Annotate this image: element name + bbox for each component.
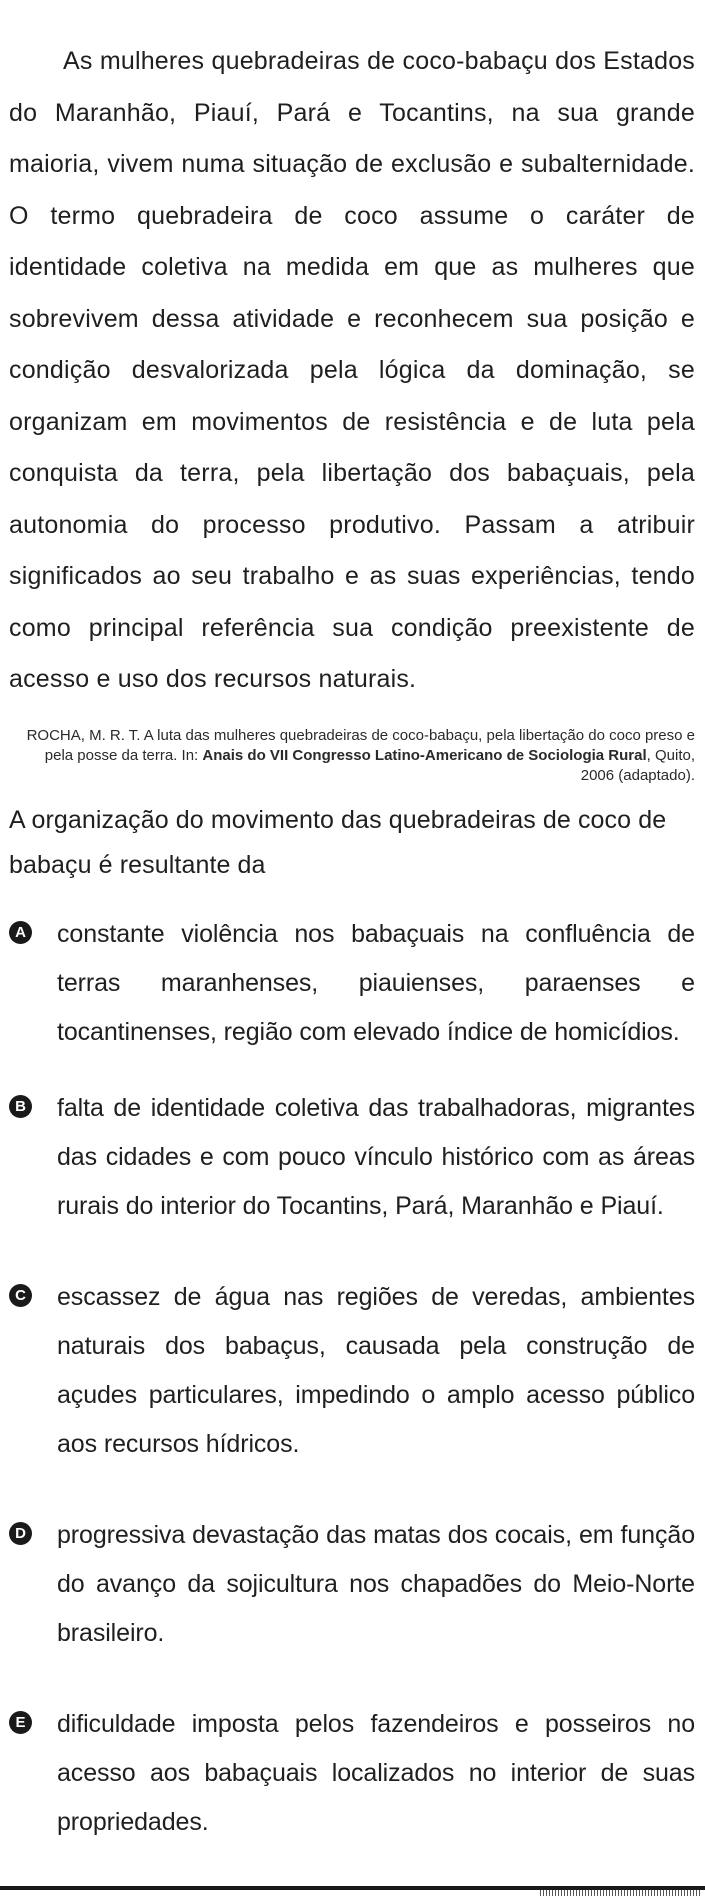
citation bbox=[9, 726, 695, 786]
option-c-text: escassez de água nas regiões de veredas, ambientes naturais dos babaçus, causada pela construção de açudes particulares, impedindo o amplo acesso público aos recursos hídricos. bbox=[57, 1282, 695, 1458]
option-c-letter-icon: C bbox=[9, 1284, 32, 1307]
option-b-letter-icon: B bbox=[9, 1095, 32, 1118]
option-a-letter-icon: A bbox=[9, 921, 32, 944]
option-c[interactable] bbox=[9, 1273, 695, 1469]
option-a-text: constante violência nos babaçuais na confluência de terras maranhenses, piauienses, paraenses e tocantinenses, região com elevado índice de homicídios. bbox=[57, 919, 695, 1046]
option-d-text: progressiva devastação das matas dos cocais, em função do avanço da sojicultura nos chapadões do Meio-Norte brasileiro. bbox=[57, 1520, 695, 1647]
citation-prefix: ROCHA, M. R. T. A luta das mulheres quebradeiras de coco-babaçu, pela libertação do coco preso e pela posse da terra. In: bbox=[26, 726, 695, 764]
question-document bbox=[9, 36, 695, 1847]
option-d-letter-icon: D bbox=[9, 1522, 32, 1545]
option-e[interactable] bbox=[9, 1700, 695, 1847]
passage-text: As mulheres quebradeiras de coco-babaçu dos Estados do Maranhão, Piauí, Pará e Tocantins, na sua grande maioria, vivem numa situação de exclusão e subalternidade. O termo quebradeira de coco assume o caráter de identidade coletiva na medida em que as mulheres que sobrevivem dessa atividade e reconhecem sua posição e condição desvalorizada pela lógica da dominação, se organizam em movimentos de resistência e de luta pela conquista da terra, pela libertação dos babaçuais, pela autonomia do processo produtivo. Passam a atribuir significados ao seu trabalho e as suas experiências, tendo como principal referência sua condição preexistente de acesso e uso dos recursos naturais. bbox=[9, 47, 695, 693]
option-b[interactable] bbox=[9, 1084, 695, 1231]
option-e-text: dificuldade imposta pelos fazendeiros e posseiros no acesso aos babaçuais localizados no interior de suas propriedades. bbox=[57, 1709, 695, 1836]
option-e-letter-icon: E bbox=[9, 1711, 32, 1734]
page-edge-marks bbox=[540, 1890, 700, 1896]
question-stem: A organização do movimento das quebradeiras de coco de babaçu é resultante da bbox=[9, 805, 667, 879]
answer-options bbox=[9, 910, 695, 1847]
citation-suffix: , Quito, 2006 (adaptado). bbox=[580, 746, 695, 784]
option-d[interactable] bbox=[9, 1511, 695, 1658]
citation-source: Anais do VII Congresso Latino-Americano de Sociologia Rural bbox=[202, 746, 647, 764]
option-a[interactable] bbox=[9, 910, 695, 1057]
option-b-text: falta de identidade coletiva das trabalhadoras, migrantes das cidades e com pouco vínculo histórico com as áreas rurais do interior do Tocantins, Pará, Maranhão e Piauí. bbox=[57, 1093, 695, 1220]
